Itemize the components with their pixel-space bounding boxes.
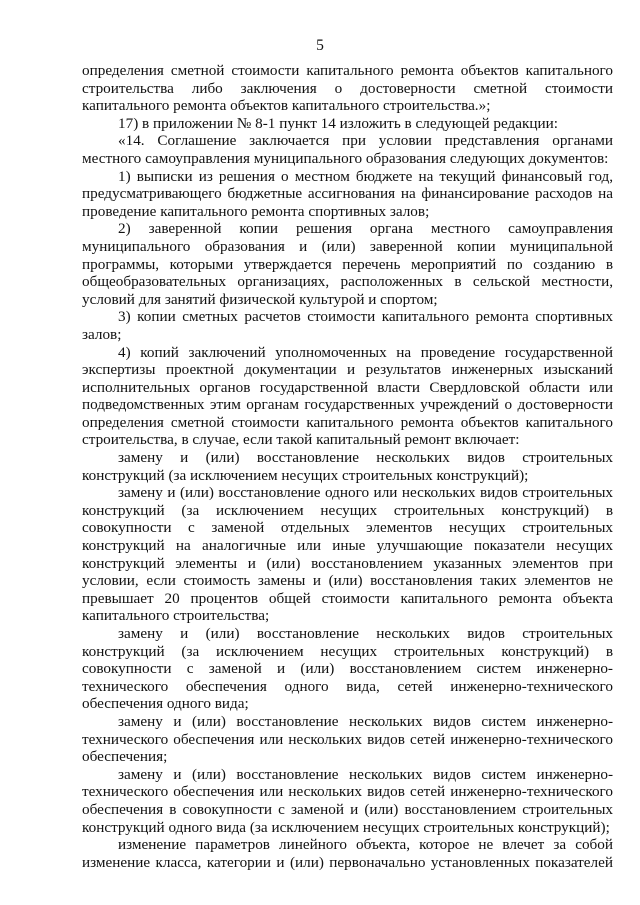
paragraph-subitem-3: замену и (или) восстановление нескольких видов строительных конструкций (за исключением несущих строительных конструкций) в совокупности с заменой и (или) восстановлением систем инженерно-технического обеспечения одного вида, сетей инженерно-технического обеспечения одного вида; <box>82 625 613 713</box>
paragraph-subitem-1: замену и (или) восстановление нескольких видов строительных конструкций (за исключением несущих строительных конструкций); <box>82 449 613 484</box>
paragraph-continuation: определения сметной стоимости капитального ремонта объектов капитального строительства либо заключения о достоверности сметной стоимости капитального ремонта объектов капитального строительства.»; <box>82 62 613 115</box>
document-body <box>82 62 613 871</box>
paragraph-subitem-5: замену и (или) восстановление нескольких видов систем инженерно-технического обеспечения или нескольких видов сетей инженерно-технического обеспечения в совокупности с заменой и (или) восстановлением строительных конструкций одного вида (за исключением несущих строительных конструкций); <box>82 765 613 836</box>
paragraph-clause-14: «14. Соглашение заключается при условии представления органами местного самоуправления муниципального образования следующих документов: <box>82 132 613 167</box>
paragraph-list-item-3: 3) копии сметных расчетов стоимости капитального ремонта спортивных залов; <box>82 308 613 343</box>
paragraph-list-item-1: 1) выписки из решения о местном бюджете на текущий финансовый год, предусматривающего бюджетные ассигнования на финансирование расходов на проведение капитального ремонта спортивных залов; <box>82 167 613 220</box>
paragraph-list-item-4: 4) копий заключений уполномоченных на проведение государственной экспертизы проектной документации и результатов инженерных изысканий исполнительных органов государственной власти Свердловской области или подведомственных этим органам государственных учреждений о достоверности определения сметной стоимости капитального ремонта объектов капитального строительства, в случае, если такой капитальный ремонт включает: <box>82 343 613 449</box>
paragraph-subitem-2: замену и (или) восстановление одного или нескольких видов строительных конструкций (за исключением несущих строительных конструкций) в совокупности с заменой отдельных элементов несущих строительных конструкций на аналогичные или иные улучшающие показатели несущих конструкций элементы и (или) восстановлением указанных элементов при условии, если стоимость замены и (или) восстановления таких элементов не превышает 20 процентов общей стоимости капитального ремонта объекта капитального строительства; <box>82 484 613 625</box>
page-number: 5 <box>316 37 324 54</box>
paragraph-list-item-2: 2) заверенной копии решения органа местного самоуправления муниципального образования и (или) заверенной копии муниципальной программы, которыми утверждается перечень мероприятий по созданию в общеобразовательных организациях, расположенных в сельской местности, условий для занятий физической культурой и спортом; <box>82 220 613 308</box>
paragraph-item-17: 17) в приложении № 8-1 пункт 14 изложить в следующей редакции: <box>118 114 558 132</box>
paragraph-subitem-6: изменение параметров линейного объекта, которое не влечет за собой изменение класса, категории и (или) первоначально установленных показателей <box>82 836 613 871</box>
paragraph-subitem-4: замену и (или) восстановление нескольких видов систем инженерно-технического обеспечения или нескольких видов сетей инженерно-технического обеспечения; <box>82 712 613 766</box>
